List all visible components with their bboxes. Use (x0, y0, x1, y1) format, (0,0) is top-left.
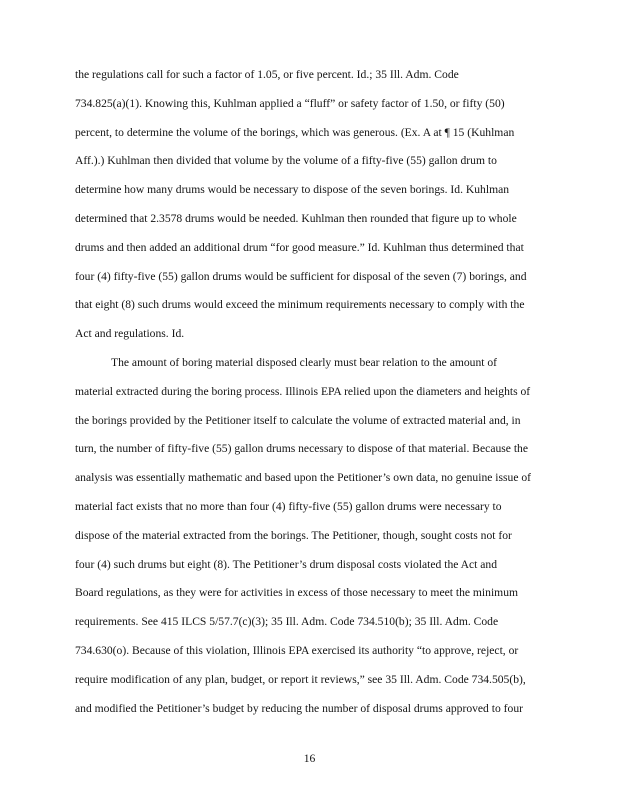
text-line: determined that 2.3578 drums would be needed. Kuhlman then rounded that figure up to whole (75, 212, 517, 225)
text-line: percent, to determine the volume of the borings, which was generous. (Ex. A at ¶ 15 (Kuhlman (75, 125, 515, 139)
text-line: four (4) fifty-five (55) gallon drums would be sufficient for disposal of the seven (7) borings, and (75, 269, 527, 283)
text-line: turn, the number of fifty-five (55) gallon drums necessary to dispose of that material. Because the (75, 442, 528, 456)
text-line: dispose of the material extracted from the borings. The Petitioner, though, sought costs not for (75, 528, 512, 542)
text-line: drums and then added an additional drum “for good measure.” Id. Kuhlman thus determined that (75, 240, 524, 254)
text-line: that eight (8) such drums would exceed the minimum requirements necessary to comply with the (75, 298, 525, 312)
text-line: requirements. See 415 ILCS 5/57.7(c)(3); 35 Ill. Adm. Code 734.510(b); 35 Ill. Adm. Code (75, 615, 499, 629)
text-line: Aff.).) Kuhlman then divided that volume by the volume of a fifty-five (55) gallon drum to (75, 154, 497, 168)
text-line: the borings provided by the Petitioner itself to calculate the volume of extracted material and, in (75, 413, 521, 427)
text-line: 734.630(o). Because of this violation, Illinois EPA exercised its authority “to approve, reject, or (75, 644, 519, 657)
text-line: the regulations call for such a factor of 1.05, or five percent. Id.; 35 Ill. Adm. Code (75, 68, 459, 81)
text-line: Act and regulations. Id. (75, 327, 185, 341)
page-number: 16 (303, 752, 316, 765)
text-line: analysis was essentially mathematic and based upon the Petitioner’s own data, no genuine issue of (75, 471, 532, 485)
text-line: determine how many drums would be necessary to dispose of the seven borings. Id. Kuhlman (75, 183, 510, 197)
text-line: material extracted during the boring process. Illinois EPA relied upon the diameters and heights of (75, 384, 531, 398)
text-line: material fact exists that no more than four (4) fifty-five (55) gallon drums were necessary to (75, 500, 502, 513)
text-line: require modification of any plan, budget, or report it reviews,” see 35 Ill. Adm. Code 734.505(b), (75, 672, 526, 686)
text-line: The amount of boring material disposed clearly must bear relation to the amount of (111, 356, 498, 369)
text-line: 734.825(a)(1). Knowing this, Kuhlman applied a “fluff” or safety factor of 1.50, or fifty (50) (75, 96, 505, 110)
text-line: and modified the Petitioner’s budget by reducing the number of disposal drums approved to four (75, 701, 523, 715)
text-line: Board regulations, as they were for activities in excess of those necessary to meet the minimum (75, 586, 519, 600)
text-line: four (4) such drums but eight (8). The Petitioner’s drum disposal costs violated the Act and (75, 557, 498, 571)
